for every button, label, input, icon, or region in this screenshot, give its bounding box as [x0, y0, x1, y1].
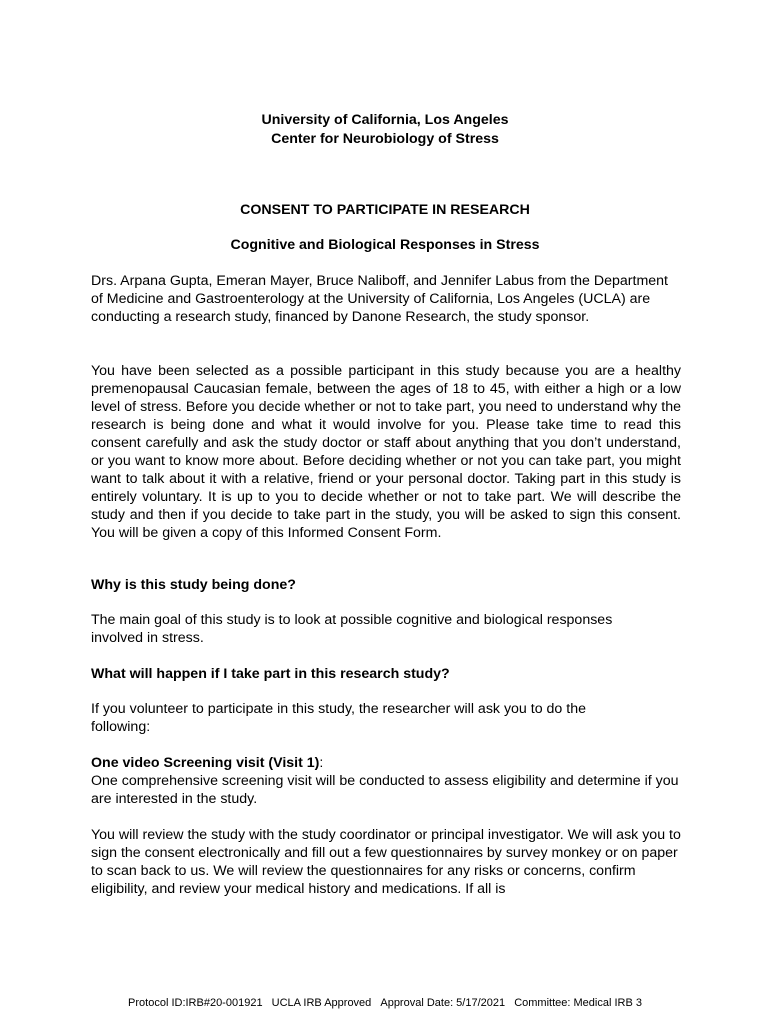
- visit1-heading: One video Screening visit (Visit 1): [91, 755, 320, 771]
- what-heading: What will happen if I take part in this research study?: [91, 666, 450, 682]
- protocol-id: Protocol ID:IRB#20-001921: [128, 997, 263, 1009]
- document-title: CONSENT TO PARTICIPATE IN RESEARCH: [240, 202, 530, 218]
- institution-name: University of California, Los Angeles: [261, 112, 509, 128]
- visit1-text: One comprehensive screening visit will be conducted to assess eligibility and determine if you are interested in the study.: [91, 773, 679, 807]
- visit1-heading-line: [91, 754, 681, 772]
- irb-footer: [0, 996, 770, 1010]
- intro-paragraph: Drs. Arpana Gupta, Emeran Mayer, Bruce Naliboff, and Jennifer Labus from the Department of Medicine and Gastroenterology at the University of California, Los Angeles (UCLA) are conducting a research study, financed by Danone Research, the study sponsor.: [91, 273, 668, 325]
- study-title: Cognitive and Biological Responses in Stress: [230, 237, 540, 253]
- center-name: Center for Neurobiology of Stress: [271, 131, 499, 147]
- selection-paragraph: You have been selected as a possible participant in this study because you are a healthy premenopausal Caucasian female, between the ages of 18 to 45, with either a high or a low level of stress. Before you decide whether or not to take part, you need to understand why the research is being done and what it would involve for you. Please take time to read this consent carefully and ask the study doctor or staff about anything that you don’t understand, or you want to know more about. Before deciding whether or not you can take part, you might want to talk about it with a relative, friend or your personal doctor. Taking part in this study is entirely voluntary. It is up to you to decide whether or not to take part. We will describe the study and then if you decide to take part in the study, you will be asked to sign this consent. You will be given a copy of this Informed Consent Form.: [91, 363, 681, 541]
- approval-date: Approval Date: 5/17/2021: [380, 997, 506, 1009]
- irb-approval: UCLA IRB Approved: [271, 997, 372, 1009]
- what-text: If you volunteer to participate in this study, the researcher will ask you to do the following:: [91, 701, 586, 735]
- why-heading: Why is this study being done?: [91, 577, 296, 593]
- review-paragraph: You will review the study with the study coordinator or principal investigator. We will ask you to sign the consent electronically and fill out a few questionnaires by survey monkey or on paper to scan back to us. We will review the questionnaires for any risks or concerns, confirm eligibility, and review your medical history and medications. If all is: [91, 827, 681, 897]
- why-text: The main goal of this study is to look at possible cognitive and biological responses involved in stress.: [91, 612, 613, 646]
- committee: Committee: Medical IRB 3: [514, 997, 642, 1009]
- visit1-colon: :: [319, 755, 324, 771]
